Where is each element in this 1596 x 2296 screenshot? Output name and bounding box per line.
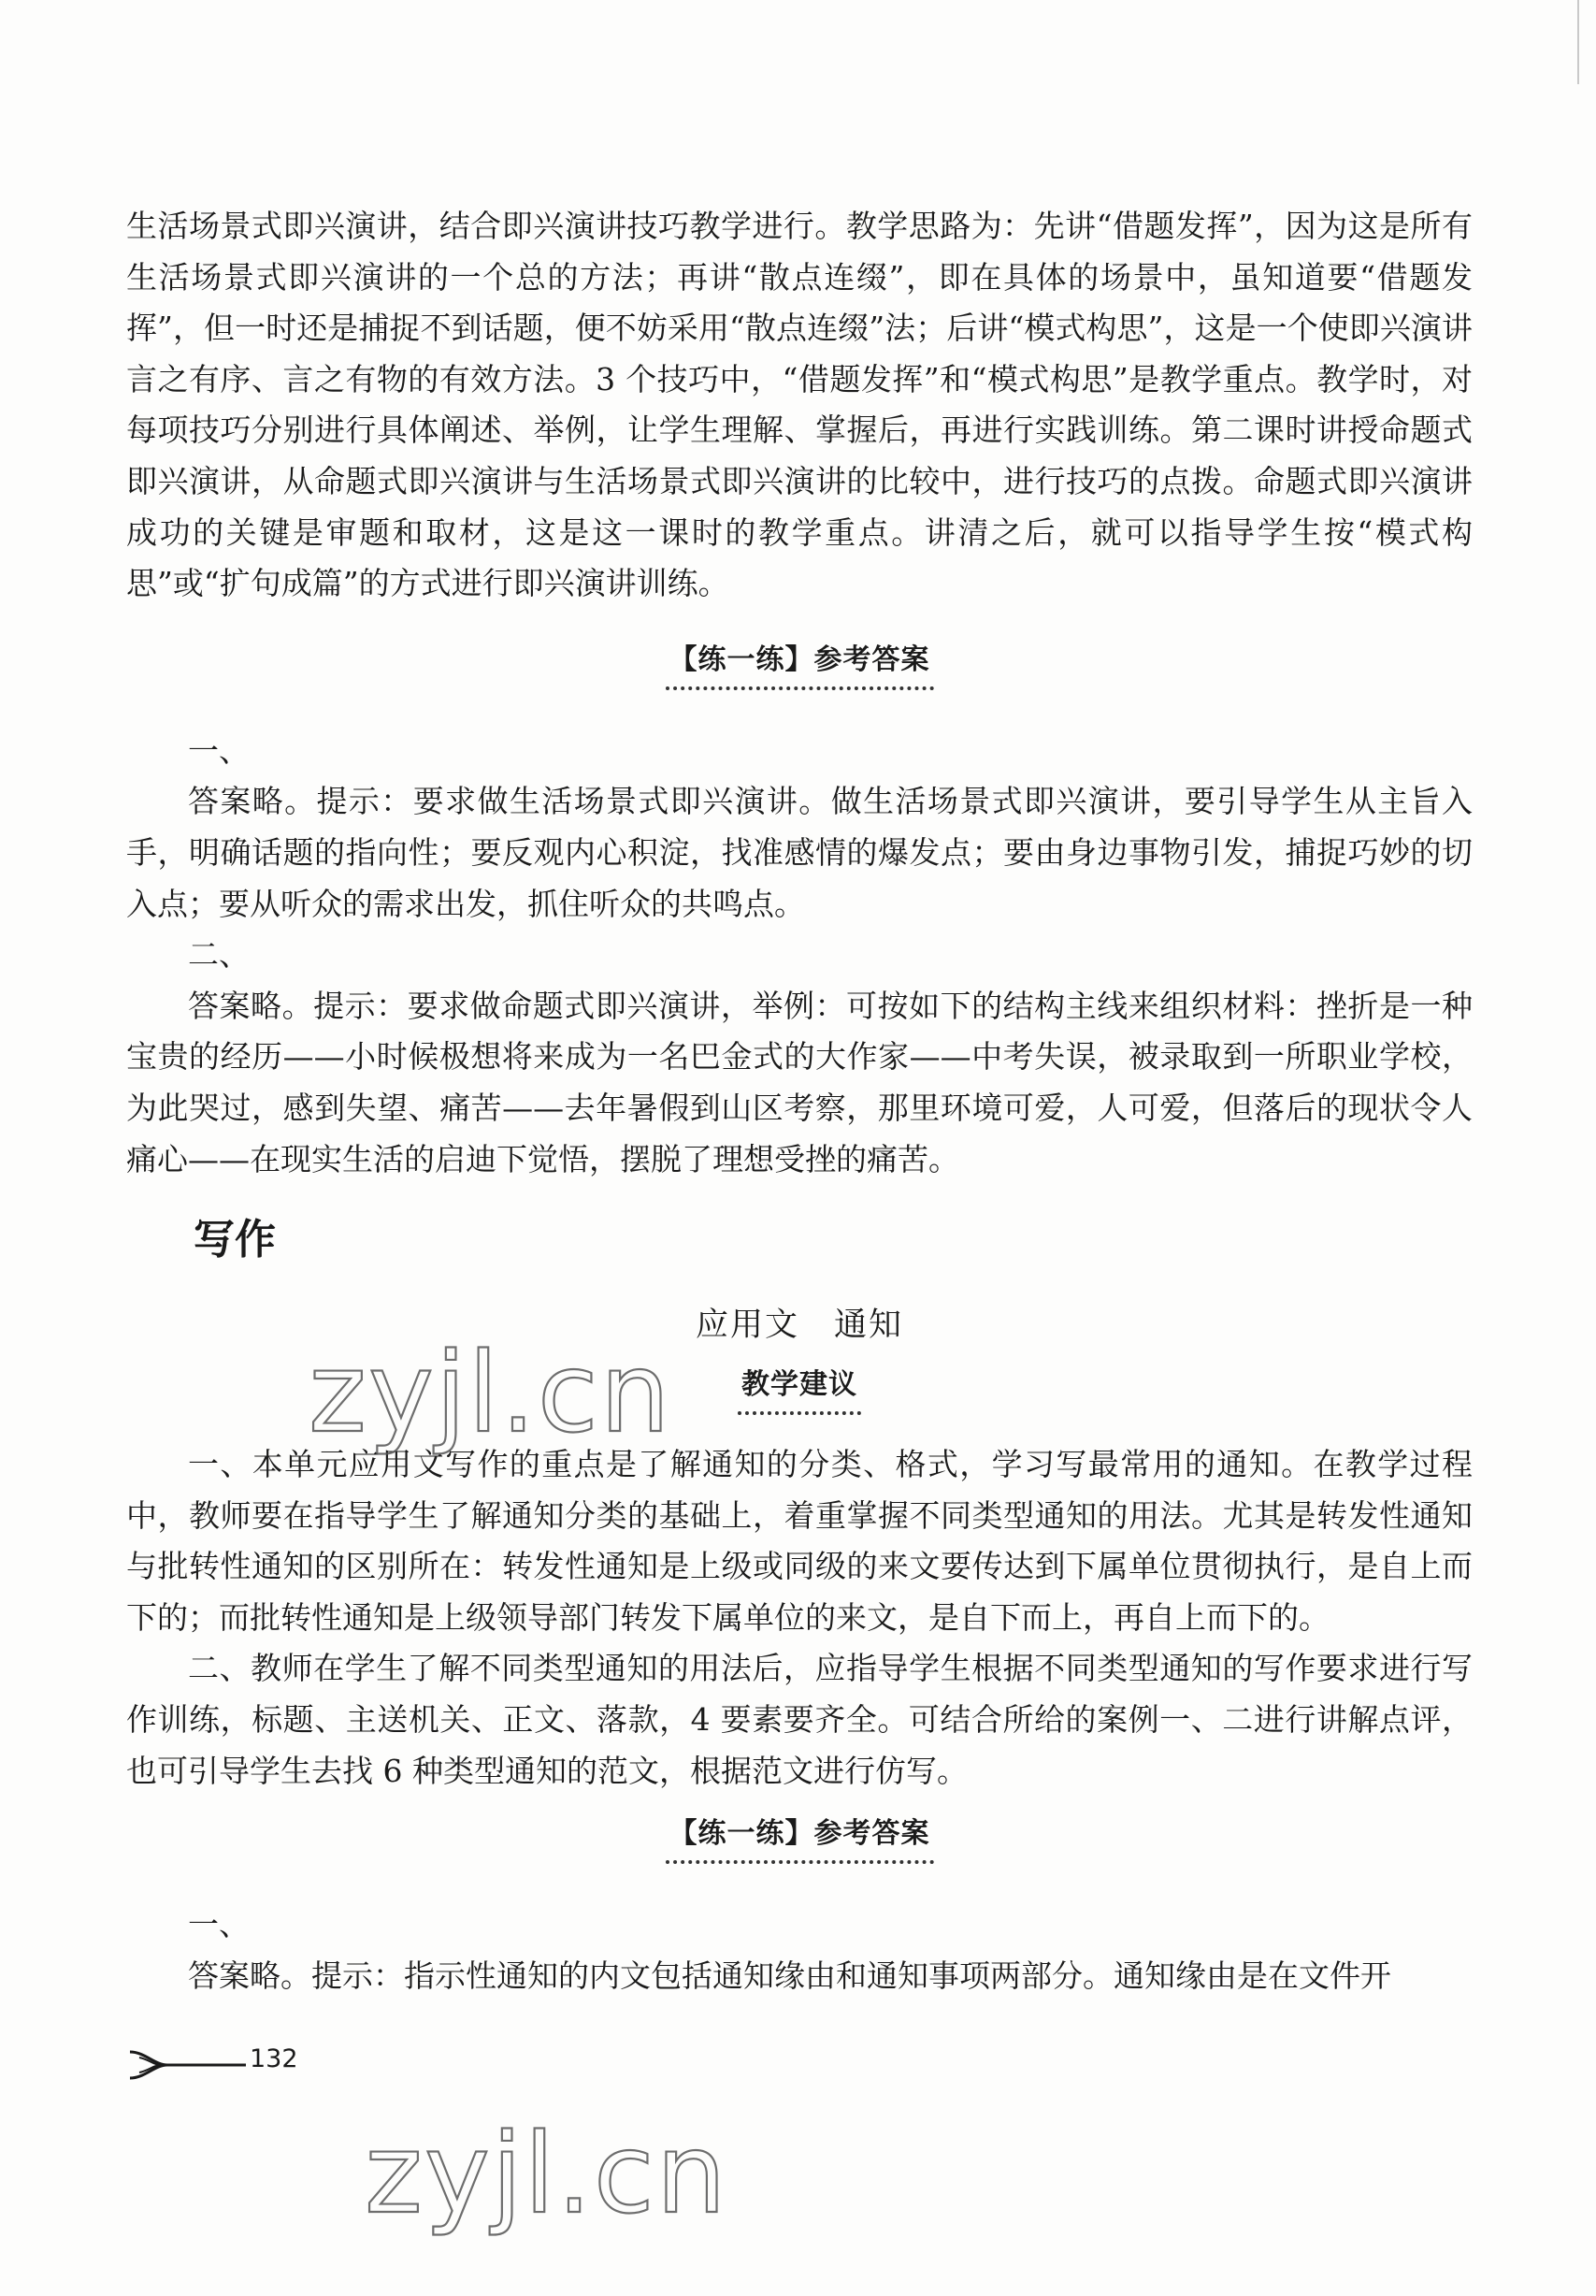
answer-number-2: 二、 [188,936,250,974]
advice-paragraph-2: 二、教师在学生了解不同类型通知的用法后，应指导学生根据不同类型通知的写作要求进行写作训练，标题、主送机关、正文、落款，4 要素要齐全。可结合所给的案例一、二进行讲解点评，也可引导学生去找 6 种类型通知的范文，根据范文进行仿写。 [126,1650,1473,1789]
answer-text-2: 答案略。提示：要求做命题式即兴演讲，举例：可按如下的结构主线来组织材料：挫折是一种宝贵的经历——小时候极想将来成为一名巴金式的大作家——中考失误，被录取到一所职业学校，为此哭过，感到失望、痛苦——去年暑假到山区考察，那里环境可爱，人可爱，但落后的现状令人痛心——在现实生活的启迪下觉悟，摆脱了理想受挫的痛苦。 [126,987,1473,1177]
answer2-text-1: 答案略。提示：指示性通知的内文包括通知缘由和通知事项两部分。通知缘由是在文件开 [188,1957,1391,1994]
section-heading-practice-1 [126,636,1473,690]
page-ornament-icon [126,2044,248,2086]
answer-number-1: 一、 [188,731,250,769]
page-number: 132 [250,2044,298,2073]
section-heading-text: 【练一练】参考答案 [666,636,934,690]
teaching-advice-text: 教学建议 [738,1361,861,1415]
lesson-subtitle: 应用文 通知 [695,1307,903,1345]
paragraph-intro: 生活场景式即兴演讲，结合即兴演讲技巧教学进行。教学思路为：先讲“借题发挥”，因为这是所有生活场景式即兴演讲的一个总的方法；再讲“散点连缀”，即在具体的场景中，虽知道要“借题发挥”，但一时还是捕捉不到话题，便不妨采用“散点连缀”法；后讲“模式构思”，这是一个使即兴演讲言之有序、言之有物的有效方法。3 个技巧中，“借题发挥”和“模式构思”是教学重点。教学时，对每项技巧分别进行具体阐述、举例，让学生理解、掌握后，再进行实践训练。第二课时讲授命题式即兴演讲，从命题式即兴演讲与生活场景式即兴演讲的比较中，进行技巧的点拨。命题式即兴演讲成功的关键是审题和取材，这是这一课时的教学重点。讲清之后，就可以指导学生按“模式构思”或“扩句成篇”的方式进行即兴演讲训练。 [126,208,1473,602]
section-title-writing: 写作 [194,1216,276,1264]
advice-paragraph-1: 一、本单元应用文写作的重点是了解通知的分类、格式，学习写最常用的通知。在教学过程中，教师要在指导学生了解通知分类的基础上，着重掌握不同类型通知的用法。尤其是转发性通知与批转性通知的区别所在：转发性通知是上级或同级的来文要传达到下属单位贯彻执行，是自上而下的；而批转性通知是上级领导部门转发下属单位的来文，是自下而上，再自上而下的。 [126,1446,1473,1636]
watermark-bottom: zyjl.cn [365,2109,728,2238]
answer2-number-1: 一、 [188,1906,250,1943]
page-edge-line [1577,0,1579,84]
main-content [126,201,1473,2001]
page-footer [126,2044,313,2086]
section-heading-text-2: 【练一练】参考答案 [666,1810,934,1864]
section-heading-practice-2 [126,1810,1473,1864]
answer-text-1: 答案略。提示：要求做生活场景式即兴演讲。做生活场景式即兴演讲，要引导学生从主旨入手，明确话题的指向性；要反观内心积淀，找准感情的爆发点；要由身边事物引发，捕捉巧妙的切入点；要从听众的需求出发，抓住听众的共鸣点。 [126,783,1473,922]
watermark-mid: zyjl.cn [309,1328,672,1457]
